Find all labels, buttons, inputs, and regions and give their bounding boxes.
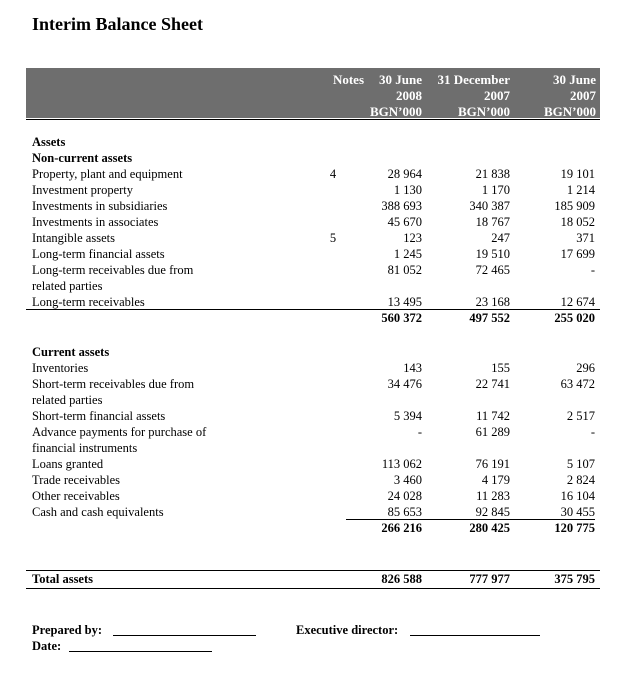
row-value-3: -	[590, 425, 595, 439]
executive-director-line	[410, 635, 540, 636]
row-value-2: 11 742	[476, 409, 510, 423]
row-value-2: 155	[491, 361, 510, 375]
noncurrent-subtotal-rule	[26, 309, 600, 310]
row-value-3: 18 052	[560, 215, 595, 229]
row-label: Short-term financial assets	[32, 409, 166, 423]
row-value-1: 5 394	[393, 409, 422, 423]
header-col-1-year: 2008	[396, 88, 422, 103]
row-value-1: 81 052	[387, 263, 422, 277]
header-col-3-date: 30 June	[553, 72, 596, 87]
row-label: Long-term receivables due from	[32, 263, 194, 277]
row-value-2: 21 838	[475, 167, 510, 181]
row-value-1: 123	[403, 231, 422, 245]
table-header	[26, 68, 600, 118]
row-value-3: 1 214	[566, 183, 595, 197]
row-label: Inventories	[32, 361, 89, 375]
row-value-2: 1 170	[481, 183, 510, 197]
row-label: Investment property	[32, 183, 134, 197]
row-label: Loans granted	[32, 457, 104, 471]
row-value-1: 113 062	[381, 457, 422, 471]
total-assets-label: Total assets	[32, 572, 94, 586]
row-label: Trade receivables	[32, 473, 121, 487]
row-label: Long-term financial assets	[32, 247, 165, 261]
row-value-2: 18 767	[475, 215, 510, 229]
row-value-2: 72 465	[475, 263, 510, 277]
header-col-2	[426, 72, 510, 120]
row-value-1: 85 653	[387, 505, 422, 519]
row-value-2: 4 179	[481, 473, 510, 487]
executive-director-label: Executive director:	[296, 623, 399, 637]
row-value-2: 247	[491, 231, 510, 245]
row-value-3: 2 824	[566, 473, 595, 487]
row-label: financial instruments	[32, 441, 138, 455]
row-value-3: 30 455	[560, 505, 595, 519]
header-col-3	[516, 72, 596, 120]
section-assets: Assets	[32, 135, 66, 149]
row-label: Other receivables	[32, 489, 120, 503]
noncurrent-total-2: 497 552	[469, 311, 510, 325]
row-value-1: 13 495	[387, 295, 422, 309]
row-value-1: 388 693	[381, 199, 422, 213]
row-label: Advance payments for purchase of	[32, 425, 207, 439]
current-total-1: 266 216	[381, 521, 422, 535]
prepared-by-line	[113, 635, 256, 636]
total-top-rule	[26, 570, 600, 571]
header-col-3-unit: BGN’000	[544, 104, 596, 119]
noncurrent-total-3: 255 020	[554, 311, 595, 325]
row-value-3: 63 472	[560, 377, 595, 391]
row-label: Long-term receivables	[32, 295, 145, 309]
row-value-1: -	[417, 425, 422, 439]
row-value-3: 185 909	[554, 199, 595, 213]
row-value-1: 45 670	[387, 215, 422, 229]
header-notes: Notes	[332, 72, 364, 87]
row-value-3: 296	[576, 361, 595, 375]
row-value-3: -	[590, 263, 595, 277]
row-value-1: 24 028	[387, 489, 422, 503]
row-value-2: 23 168	[475, 295, 510, 309]
row-value-2: 22 741	[475, 377, 510, 391]
row-value-1: 1 245	[393, 247, 422, 261]
row-value-3: 17 699	[560, 247, 595, 261]
total-assets-value-2: 777 977	[469, 572, 510, 586]
row-label: related parties	[32, 393, 103, 407]
header-col-3-year: 2007	[570, 88, 596, 103]
row-value-2: 11 283	[476, 489, 510, 503]
row-label: Intangible assets	[32, 231, 115, 245]
date-label: Date:	[32, 639, 62, 653]
row-label: Short-term receivables due from	[32, 377, 195, 391]
page-title: Interim Balance Sheet	[32, 14, 203, 34]
row-value-1: 34 476	[387, 377, 422, 391]
total-assets-value-1: 826 588	[381, 572, 422, 586]
header-col-1-date: 30 June	[379, 72, 422, 87]
row-value-3: 371	[576, 231, 595, 245]
row-value-3: 16 104	[560, 489, 595, 503]
row-value-3: 2 517	[566, 409, 595, 423]
row-value-2: 340 387	[469, 199, 510, 213]
row-label: Cash and cash equivalents	[32, 505, 164, 519]
total-assets-value-3: 375 795	[554, 572, 595, 586]
row-value-2: 19 510	[475, 247, 510, 261]
row-value-3: 12 674	[560, 295, 595, 309]
row-label: Property, plant and equipment	[32, 167, 183, 181]
row-value-3: 5 107	[566, 457, 595, 471]
prepared-by-label: Prepared by:	[32, 623, 103, 637]
current-total-3: 120 775	[554, 521, 595, 535]
row-value-1: 28 964	[387, 167, 422, 181]
section-noncurrent: Non-current assets	[32, 151, 133, 165]
row-value-2: 92 845	[475, 505, 510, 519]
current-total-2: 280 425	[469, 521, 510, 535]
row-note: 4	[329, 167, 337, 181]
header-col-2-unit: BGN’000	[458, 104, 510, 119]
row-value-1: 143	[403, 361, 422, 375]
header-bottom-rule	[26, 119, 600, 120]
header-col-2-date: 31 December	[437, 72, 510, 87]
row-value-2: 61 289	[475, 425, 510, 439]
row-label: Investments in subsidiaries	[32, 199, 168, 213]
header-col-1	[356, 72, 422, 120]
row-value-1: 3 460	[393, 473, 422, 487]
row-value-3: 19 101	[560, 167, 595, 181]
noncurrent-total-1: 560 372	[381, 311, 422, 325]
row-label: Investments in associates	[32, 215, 159, 229]
row-value-1: 1 130	[393, 183, 422, 197]
row-note: 5	[329, 231, 337, 245]
total-bottom-rule	[26, 588, 600, 589]
section-current: Current assets	[32, 345, 110, 359]
row-label: related parties	[32, 279, 103, 293]
date-line	[69, 651, 212, 652]
row-value-2: 76 191	[475, 457, 510, 471]
header-col-2-year: 2007	[484, 88, 510, 103]
header-col-1-unit: BGN’000	[370, 104, 422, 119]
